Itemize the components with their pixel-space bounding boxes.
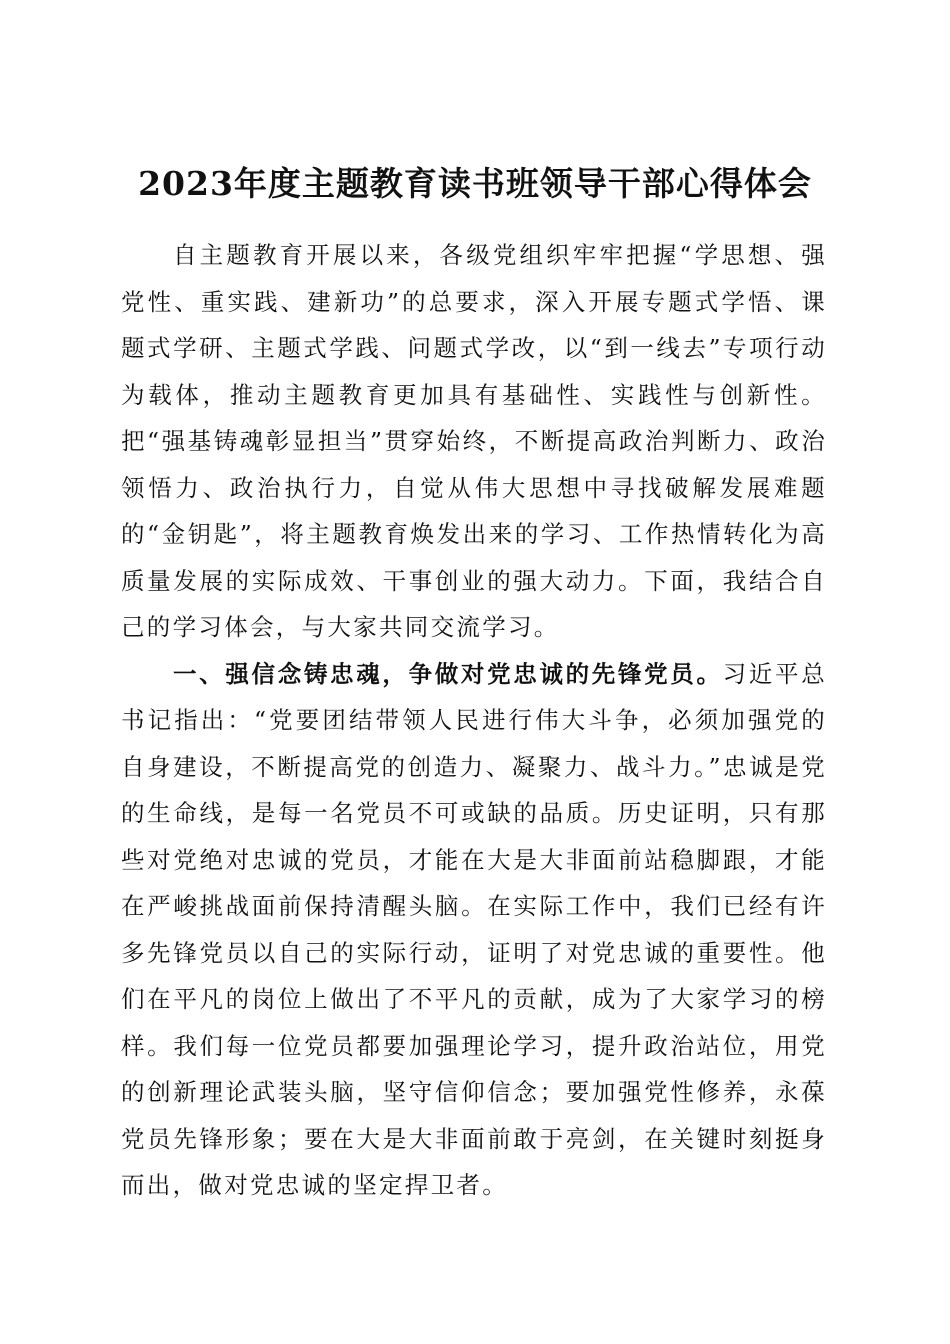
document-title: 2023年度主题教育读书班领导干部心得体会 [138,164,812,204]
paragraph-text: 自主题教育开展以来，各级党组织牢牢把握“学思想、强党性、重实践、建新功”的总要求，深入开展专题式学悟、课题式学研、主题式学践、问题式学改，以“到一线去”专项行动为载体，推动主题教育更加具有基础性、实践性与创新性。把“强基铸魂彰显担当”贯穿始终，不断提高政治判断力、政治领悟力、政治执行力，自觉从伟大思想中寻找破解发展难题的“金钥匙”，将主题教育焕发出来的学习、工作热情转化为高质量发展的实际成效、干事创业的强大动力。下面，我结合自己的学习体会，与大家共同交流学习。 [121,241,827,641]
section-heading: 一、强信念铸忠魂，争做对党忠诚的先锋党员。 [173,659,723,688]
document-body [121,232,827,1209]
paragraph-section-1 [121,651,827,1209]
paragraph-text: 习近平总书记指出：“党要团结带领人民进行伟大斗争，必须加强党的自身建设，不断提高党的创造力、凝聚力、战斗力。”忠诚是党的生命线，是每一名党员不可或缺的品质。历史证明，只有那些对党绝对忠诚的党员，才能在大是大非面前站稳脚跟，才能在严峻挑战面前保持清醒头脑。在实际工作中，我们已经有许多先锋党员以自己的实际行动，证明了对党忠诚的重要性。他们在平凡的岗位上做出了不平凡的贡献，成为了大家学习的榜样。我们每一位党员都要加强理论学习，提升政治站位，用党的创新理论武装头脑，坚守信仰信念；要加强党性修养，永葆党员先锋形象；要在大是大非面前敢于亮剑，在关键时刻挺身而出，做对党忠诚的坚定捍卫者。 [121,659,827,1199]
paragraph-intro [121,232,827,651]
